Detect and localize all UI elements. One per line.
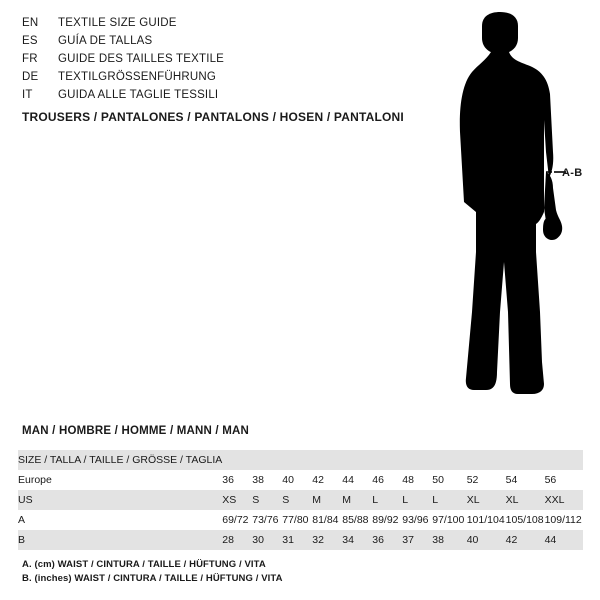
cell: 56 bbox=[545, 470, 583, 490]
table-row bbox=[18, 510, 583, 530]
cell: 48 bbox=[402, 470, 432, 490]
table-row bbox=[18, 530, 583, 550]
cell bbox=[372, 450, 402, 470]
cell: 44 bbox=[342, 470, 372, 490]
cell: 73/76 bbox=[252, 510, 282, 530]
size-table bbox=[18, 450, 583, 550]
cell: 31 bbox=[282, 530, 312, 550]
cell: L bbox=[402, 490, 432, 510]
cell: XL bbox=[467, 490, 506, 510]
language-code: FR bbox=[22, 53, 38, 65]
cell bbox=[252, 450, 282, 470]
cell: 50 bbox=[432, 470, 466, 490]
language-title: GUIDA ALLE TAGLIE TESSILI bbox=[58, 89, 219, 101]
man-silhouette-icon bbox=[420, 12, 590, 402]
cell: 42 bbox=[506, 530, 545, 550]
language-row bbox=[22, 14, 402, 32]
cell bbox=[467, 450, 506, 470]
cell: 38 bbox=[432, 530, 466, 550]
cell bbox=[282, 450, 312, 470]
cell: 109/112 bbox=[545, 510, 583, 530]
cell bbox=[312, 450, 342, 470]
language-title: GUIDE DES TAILLES TEXTILE bbox=[58, 53, 225, 65]
cell: 105/108 bbox=[506, 510, 545, 530]
cell: L bbox=[432, 490, 466, 510]
cell bbox=[506, 450, 545, 470]
cell: 54 bbox=[506, 470, 545, 490]
cell: 93/96 bbox=[402, 510, 432, 530]
language-code: IT bbox=[22, 89, 33, 101]
language-code: DE bbox=[22, 71, 39, 83]
language-code: EN bbox=[22, 17, 39, 29]
language-row bbox=[22, 50, 402, 68]
footnote-a: A. (cm) WAIST / CINTURA / TAILLE / HÜFTUNG / VITA bbox=[22, 559, 266, 570]
cell: M bbox=[342, 490, 372, 510]
footnote-b: B. (inches) WAIST / CINTURA / TAILLE / HÜFTUNG / VITA bbox=[22, 573, 283, 584]
cell: L bbox=[372, 490, 402, 510]
cell: S bbox=[282, 490, 312, 510]
cell: 46 bbox=[372, 470, 402, 490]
language-code: ES bbox=[22, 35, 38, 47]
cell: 40 bbox=[282, 470, 312, 490]
language-row bbox=[22, 86, 402, 104]
cell: 97/100 bbox=[432, 510, 466, 530]
language-row bbox=[22, 68, 402, 86]
language-row bbox=[22, 32, 402, 50]
cell: 52 bbox=[467, 470, 506, 490]
cell: 81/84 bbox=[312, 510, 342, 530]
cell: 34 bbox=[342, 530, 372, 550]
cell: 36 bbox=[372, 530, 402, 550]
section-title: TROUSERS / PANTALONES / PANTALONS / HOSEN / PANTALONI bbox=[22, 110, 404, 124]
cell: S bbox=[252, 490, 282, 510]
cell: 101/104 bbox=[467, 510, 506, 530]
measure-label-ab: A-B bbox=[562, 167, 583, 179]
row-label: SIZE / TALLA / TAILLE / GRÖSSE / TAGLIA bbox=[18, 450, 222, 470]
cell: M bbox=[312, 490, 342, 510]
cell bbox=[222, 450, 252, 470]
cell: XL bbox=[506, 490, 545, 510]
cell: 77/80 bbox=[282, 510, 312, 530]
table-row bbox=[18, 470, 583, 490]
table-row bbox=[18, 450, 583, 470]
cell: 38 bbox=[252, 470, 282, 490]
cell: 44 bbox=[545, 530, 583, 550]
cell: XS bbox=[222, 490, 252, 510]
table-title: MAN / HOMBRE / HOMME / MANN / MAN bbox=[22, 425, 250, 437]
row-label: B bbox=[18, 530, 222, 550]
footnotes bbox=[22, 558, 283, 586]
cell: 89/92 bbox=[372, 510, 402, 530]
cell: 69/72 bbox=[222, 510, 252, 530]
language-list bbox=[22, 14, 402, 104]
table-row bbox=[18, 490, 583, 510]
cell bbox=[402, 450, 432, 470]
cell: 37 bbox=[402, 530, 432, 550]
cell: 30 bbox=[252, 530, 282, 550]
figure-illustration bbox=[420, 12, 590, 402]
cell: 40 bbox=[467, 530, 506, 550]
cell: 36 bbox=[222, 470, 252, 490]
cell: 32 bbox=[312, 530, 342, 550]
cell: 85/88 bbox=[342, 510, 372, 530]
language-title: GUÍA DE TALLAS bbox=[58, 35, 153, 47]
cell: 28 bbox=[222, 530, 252, 550]
row-label: US bbox=[18, 490, 222, 510]
cell bbox=[545, 450, 583, 470]
cell bbox=[432, 450, 466, 470]
row-label: Europe bbox=[18, 470, 222, 490]
language-title: TEXTILE SIZE GUIDE bbox=[58, 17, 177, 29]
language-title: TEXTILGRÖSSENFÜHRUNG bbox=[58, 71, 216, 83]
cell bbox=[342, 450, 372, 470]
row-label: A bbox=[18, 510, 222, 530]
cell: 42 bbox=[312, 470, 342, 490]
cell: XXL bbox=[545, 490, 583, 510]
